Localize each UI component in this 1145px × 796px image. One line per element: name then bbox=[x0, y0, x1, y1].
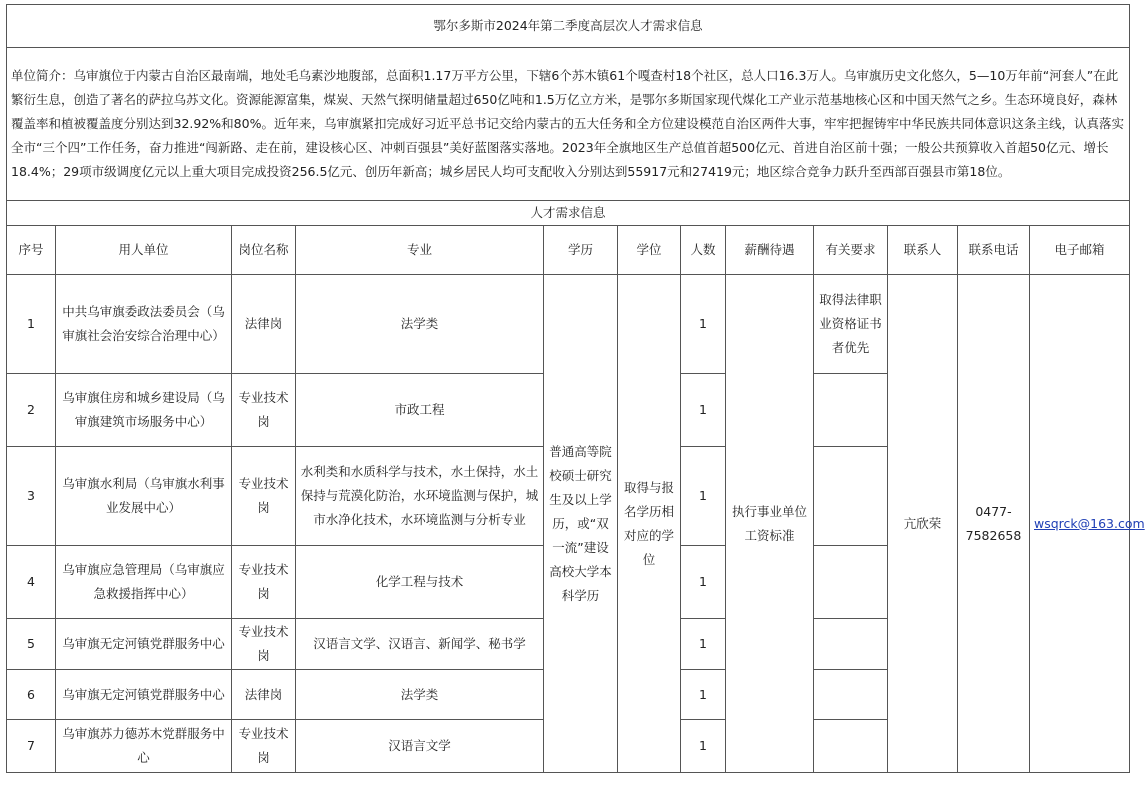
row-major: 市政工程 bbox=[296, 374, 544, 447]
row-requirements bbox=[814, 619, 888, 670]
row-major: 化学工程与技术 bbox=[296, 546, 544, 619]
row-requirements bbox=[814, 546, 888, 619]
row-count: 1 bbox=[681, 447, 726, 546]
section-heading: 人才需求信息 bbox=[7, 201, 1130, 226]
shared-degree: 取得与报名学历相对应的学位 bbox=[618, 275, 681, 773]
unit-introduction: 单位简介：乌审旗位于内蒙古自治区最南端，地处毛乌素沙地腹部，总面积1.17万平方公里，下辖6个苏木镇61个嘎查村18个社区，总人口16.3万人。乌审旗历史文化悠久，5—10万年前“河套人”在此繁衍生息，创造了著名的萨拉乌苏文化。资源能源富集，煤炭、天然气探明储量超过650亿吨和1.5万亿立方米，是鄂尔多斯国家现代煤化工产业示范基地核心区和中国天然气之乡。生态环境良好，森林覆盖率和植被覆盖度分别达到32.92%和80%。近年来，乌审旗紧扣完成好习近平总书记交给内蒙古的五大任务和全方位建设模范自治区两件大事，牢牢把握铸牢中华民族共同体意识这条主线，认真落实全市“三个四”工作任务，奋力推进“闯新路、走在前，建设核心区、冲刺百强县”美好蓝图落实落地。2023年全旗地区生产总值首超500亿元、首进自治区前十强；一般公共预算收入首超50亿元、增长18.4%；29项市级调度亿元以上重大项目完成投资256.5亿元、创历年新高；城乡居民人均可支配收入分别达到55917元和27419元；地区综合竞争力跃升至西部百强县市第18位。 bbox=[7, 48, 1130, 201]
header-email: 电子邮箱 bbox=[1030, 226, 1130, 275]
row-post: 法律岗 bbox=[232, 670, 296, 720]
row-seq: 7 bbox=[7, 720, 56, 773]
header-contact: 联系人 bbox=[888, 226, 958, 275]
row-unit: 乌审旗住房和城乡建设局（乌审旗建筑市场服务中心） bbox=[56, 374, 232, 447]
row-post: 专业技术岗 bbox=[232, 447, 296, 546]
row-count: 1 bbox=[681, 619, 726, 670]
page-title: 鄂尔多斯市2024年第二季度高层次人才需求信息 bbox=[7, 5, 1130, 48]
shared-contact: 亢欣荣 bbox=[888, 275, 958, 773]
row-seq: 6 bbox=[7, 670, 56, 720]
row-count: 1 bbox=[681, 720, 726, 773]
row-major: 汉语言文学 bbox=[296, 720, 544, 773]
header-salary: 薪酬待遇 bbox=[726, 226, 814, 275]
header-major: 专业 bbox=[296, 226, 544, 275]
header-unit: 用人单位 bbox=[56, 226, 232, 275]
row-unit: 乌审旗无定河镇党群服务中心 bbox=[56, 670, 232, 720]
row-requirements bbox=[814, 670, 888, 720]
shared-education: 普通高等院校硕士研究生及以上学历，或“双一流”建设高校大学本科学历 bbox=[544, 275, 618, 773]
row-count: 1 bbox=[681, 546, 726, 619]
row-count: 1 bbox=[681, 670, 726, 720]
header-degree: 学位 bbox=[618, 226, 681, 275]
row-unit: 中共乌审旗委政法委员会（乌审旗社会治安综合治理中心） bbox=[56, 275, 232, 374]
shared-phone: 0477-7582658 bbox=[958, 275, 1030, 773]
row-seq: 1 bbox=[7, 275, 56, 374]
talent-demand-table bbox=[6, 4, 1145, 773]
shared-salary: 执行事业单位工资标准 bbox=[726, 275, 814, 773]
row-major: 水利类和水质科学与技术，水土保持，水土保持与荒漠化防治，水环境监测与保护，城市水净化技术，水环境监测与分析专业 bbox=[296, 447, 544, 546]
row-post: 法律岗 bbox=[232, 275, 296, 374]
row-requirements bbox=[814, 374, 888, 447]
row-requirements: 取得法律职业资格证书者优先 bbox=[814, 275, 888, 374]
header-requirements: 有关要求 bbox=[814, 226, 888, 275]
row-unit: 乌审旗应急管理局（乌审旗应急救援指挥中心） bbox=[56, 546, 232, 619]
row-count: 1 bbox=[681, 374, 726, 447]
row-seq: 4 bbox=[7, 546, 56, 619]
table-row bbox=[7, 275, 1130, 374]
row-seq: 5 bbox=[7, 619, 56, 670]
row-major: 汉语言文学、汉语言、新闻学、秘书学 bbox=[296, 619, 544, 670]
header-count: 人数 bbox=[681, 226, 726, 275]
row-requirements bbox=[814, 720, 888, 773]
row-major: 法学类 bbox=[296, 670, 544, 720]
row-post: 专业技术岗 bbox=[232, 374, 296, 447]
header-row bbox=[7, 226, 1130, 275]
header-phone: 联系电话 bbox=[958, 226, 1030, 275]
row-post: 专业技术岗 bbox=[232, 720, 296, 773]
row-major: 法学类 bbox=[296, 275, 544, 374]
row-post: 专业技术岗 bbox=[232, 546, 296, 619]
row-unit: 乌审旗水利局（乌审旗水利事业发展中心） bbox=[56, 447, 232, 546]
row-unit: 乌审旗无定河镇党群服务中心 bbox=[56, 619, 232, 670]
email-link[interactable]: wsqrck@163.com bbox=[1034, 515, 1145, 531]
row-requirements bbox=[814, 447, 888, 546]
header-seq: 序号 bbox=[7, 226, 56, 275]
header-education: 学历 bbox=[544, 226, 618, 275]
row-post: 专业技术岗 bbox=[232, 619, 296, 670]
shared-email[interactable] bbox=[1030, 275, 1145, 773]
row-seq: 2 bbox=[7, 374, 56, 447]
header-post: 岗位名称 bbox=[232, 226, 296, 275]
row-count: 1 bbox=[681, 275, 726, 374]
row-unit: 乌审旗苏力德苏木党群服务中心 bbox=[56, 720, 232, 773]
row-seq: 3 bbox=[7, 447, 56, 546]
